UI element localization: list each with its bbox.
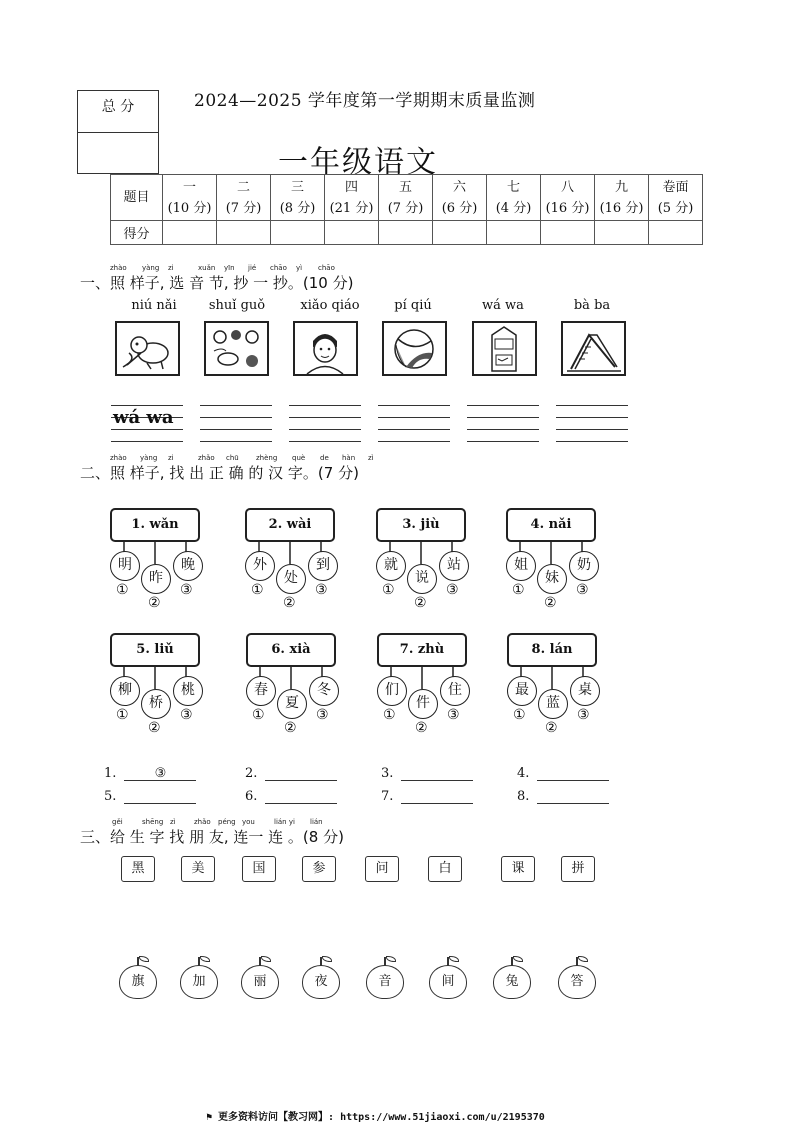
write-box[interactable] xyxy=(200,405,272,442)
fruit-icon xyxy=(206,323,267,374)
apple-label: 兔 xyxy=(493,965,531,999)
apple-leaf-icon xyxy=(261,956,271,962)
apple-label: 音 xyxy=(366,965,404,999)
apple-label: 间 xyxy=(429,965,467,999)
score-cell[interactable] xyxy=(541,221,595,245)
char-option[interactable]: 到 xyxy=(308,551,338,581)
char-card[interactable]: 黑 xyxy=(121,856,155,882)
option-mark: ② xyxy=(415,720,428,736)
apple-char[interactable] xyxy=(118,955,158,1001)
option-mark: ① xyxy=(251,582,264,598)
write-box[interactable] xyxy=(289,405,361,442)
apple-leaf-icon xyxy=(449,956,459,962)
char-option[interactable]: 外 xyxy=(245,551,275,581)
col-1: 一 (10 分) xyxy=(163,175,217,221)
score-cell[interactable] xyxy=(487,221,541,245)
ball-picture xyxy=(382,321,447,376)
char-option[interactable]: 春 xyxy=(246,676,276,706)
char-tree xyxy=(376,508,486,618)
apple-leaf-icon xyxy=(200,956,210,962)
option-mark: ① xyxy=(382,582,395,598)
char-card[interactable]: 问 xyxy=(365,856,399,882)
col-4: 四 (21 分) xyxy=(325,175,379,221)
answer-1[interactable]: 1. ③ xyxy=(104,766,196,781)
col-7: 七 (4 分) xyxy=(487,175,541,221)
score-table-head-row xyxy=(111,175,703,221)
option-mark: ① xyxy=(116,707,129,723)
char-card[interactable]: 白 xyxy=(428,856,462,882)
option-mark: ③ xyxy=(446,582,459,598)
char-tree xyxy=(506,508,616,618)
section1-pinyin: zhào yàng zi xuǎn yīn jié chāo yì chāo xyxy=(110,264,335,272)
tree-label: 5. liǔ xyxy=(110,633,200,667)
option-mark: ③ xyxy=(180,582,193,598)
col-10: 卷面 (5 分) xyxy=(649,175,703,221)
section3-title: 三、给 生 字 找 朋 友, 连一 连 。(8 分) xyxy=(80,828,344,846)
score-table-score-row xyxy=(111,221,703,245)
char-tree xyxy=(246,633,356,743)
tree-label: 8. lán xyxy=(507,633,597,667)
tree-label: 4. nǎi xyxy=(506,508,596,542)
score-cell[interactable] xyxy=(163,221,217,245)
answer-8[interactable]: 8. xyxy=(517,789,609,804)
char-card[interactable]: 国 xyxy=(242,856,276,882)
tree-label: 7. zhù xyxy=(377,633,467,667)
option-pinyin: bà ba xyxy=(573,298,611,313)
write-box[interactable] xyxy=(467,405,539,442)
char-option[interactable]: 昨 xyxy=(141,564,171,594)
char-option[interactable]: 冬 xyxy=(309,676,339,706)
apple-label: 答 xyxy=(558,965,596,999)
score-cell[interactable] xyxy=(217,221,271,245)
apple-label: 夜 xyxy=(302,965,340,999)
col-6: 六 (6 分) xyxy=(433,175,487,221)
row-head: 得分 xyxy=(111,221,163,245)
apple-char[interactable] xyxy=(428,955,468,1001)
char-option[interactable]: 站 xyxy=(439,551,469,581)
boy-icon xyxy=(295,323,356,374)
apple-char[interactable] xyxy=(492,955,532,1001)
option-mark: ② xyxy=(544,595,557,611)
milk-carton-icon xyxy=(474,323,535,374)
col-9: 九 (16 分) xyxy=(595,175,649,221)
char-option[interactable]: 桃 xyxy=(173,676,203,706)
milk-picture xyxy=(472,321,537,376)
apple-leaf-icon xyxy=(578,956,588,962)
option-mark: ② xyxy=(284,720,297,736)
answer-7[interactable]: 7. xyxy=(381,789,473,804)
option-mark: ① xyxy=(383,707,396,723)
apple-label: 旗 xyxy=(119,965,157,999)
col-5: 五 (7 分) xyxy=(379,175,433,221)
option-pinyin: niú nǎi xyxy=(131,298,177,313)
ball-icon xyxy=(384,323,445,374)
score-cell[interactable] xyxy=(433,221,487,245)
apple-char[interactable] xyxy=(301,955,341,1001)
score-table xyxy=(110,174,703,245)
example-pinyin: wá wa xyxy=(113,407,174,428)
char-option[interactable]: 件 xyxy=(408,689,438,719)
option-pinyin: wá wa xyxy=(482,298,524,313)
char-tree xyxy=(377,633,487,743)
option-mark: ① xyxy=(512,582,525,598)
char-card[interactable]: 课 xyxy=(501,856,535,882)
example-write-box xyxy=(111,405,183,442)
score-cell[interactable] xyxy=(379,221,433,245)
apple-char[interactable] xyxy=(557,955,597,1001)
char-option[interactable]: 住 xyxy=(440,676,470,706)
char-option[interactable]: 明 xyxy=(110,551,140,581)
option-mark: ② xyxy=(414,595,427,611)
tree-label: 2. wài xyxy=(245,508,335,542)
boy-picture xyxy=(293,321,358,376)
option-mark: ① xyxy=(252,707,265,723)
option-mark: ③ xyxy=(576,582,589,598)
apple-leaf-icon xyxy=(513,956,523,962)
char-option[interactable]: 桥 xyxy=(141,689,171,719)
char-tree xyxy=(110,508,220,618)
char-option[interactable]: 桌 xyxy=(570,676,600,706)
char-card[interactable]: 拼 xyxy=(561,856,595,882)
col-8: 八 (16 分) xyxy=(541,175,595,221)
apple-char[interactable] xyxy=(365,955,405,1001)
write-box[interactable] xyxy=(378,405,450,442)
score-cell[interactable] xyxy=(325,221,379,245)
char-option[interactable]: 处 xyxy=(276,564,306,594)
option-mark: ② xyxy=(148,595,161,611)
char-option[interactable]: 姐 xyxy=(506,551,536,581)
option-mark: ② xyxy=(148,720,161,736)
char-tree xyxy=(110,633,220,743)
cow-picture xyxy=(115,321,180,376)
section1-title: 一、照 样子, 选 音 节, 抄 一 抄。(10 分) xyxy=(80,274,354,292)
char-option[interactable]: 晚 xyxy=(173,551,203,581)
option-mark: ① xyxy=(513,707,526,723)
answer-3[interactable]: 3. xyxy=(381,766,473,781)
char-option[interactable]: 最 xyxy=(507,676,537,706)
col-2: 二 (7 分) xyxy=(217,175,271,221)
tree-label: 3. jiù xyxy=(376,508,466,542)
char-card[interactable]: 美 xyxy=(181,856,215,882)
answer-2[interactable]: 2. xyxy=(245,766,337,781)
char-option[interactable]: 蓝 xyxy=(538,689,568,719)
total-score-label: 总 分 xyxy=(78,91,158,133)
answer-6[interactable]: 6. xyxy=(245,789,337,804)
apple-char[interactable] xyxy=(179,955,219,1001)
apple-leaf-icon xyxy=(386,956,396,962)
option-mark: ① xyxy=(116,582,129,598)
char-option[interactable]: 夏 xyxy=(277,689,307,719)
slide-icon xyxy=(563,323,624,374)
option-mark: ② xyxy=(545,720,558,736)
option-mark: ③ xyxy=(447,707,460,723)
char-option[interactable]: 说 xyxy=(407,564,437,594)
apple-leaf-icon xyxy=(139,956,149,962)
section2-title: 二、照 样子, 找 出 正 确 的 汉 字。(7 分) xyxy=(80,464,359,482)
cow-icon xyxy=(117,323,178,374)
section2-pinyin: zhào yàng zi zhǎo chū zhèng què de hàn zì xyxy=(110,454,374,462)
write-box[interactable] xyxy=(556,405,628,442)
slide-picture xyxy=(561,321,626,376)
char-option[interactable]: 妹 xyxy=(537,564,567,594)
option-mark: ② xyxy=(283,595,296,611)
option-pinyin: shuǐ guǒ xyxy=(208,298,266,313)
apple-label: 丽 xyxy=(241,965,279,999)
char-card[interactable]: 参 xyxy=(302,856,336,882)
col-3: 三 (8 分) xyxy=(271,175,325,221)
footer-link[interactable]: ⚑ 更多资料访问【教习网】: https://www.51jiaoxi.com/u/2195370 xyxy=(206,1112,545,1123)
option-mark: ③ xyxy=(315,582,328,598)
answer-4[interactable]: 4. xyxy=(517,766,609,781)
apple-char[interactable] xyxy=(240,955,280,1001)
section3-pinyin: gěi shēng zì zhǎo péng you lián yi lián xyxy=(112,818,323,826)
score-cell[interactable] xyxy=(649,221,703,245)
apple-label: 加 xyxy=(180,965,218,999)
row-head: 题目 xyxy=(111,175,163,221)
score-cell[interactable] xyxy=(271,221,325,245)
tree-label: 6. xià xyxy=(246,633,336,667)
fruit-picture xyxy=(204,321,269,376)
option-pinyin: pí qiú xyxy=(394,298,432,313)
option-pinyin: xiǎo qiáo xyxy=(300,298,360,313)
subject-title: 一年级语文 xyxy=(278,145,438,180)
option-mark: ③ xyxy=(316,707,329,723)
char-option[interactable]: 们 xyxy=(377,676,407,706)
total-score-box xyxy=(77,90,159,174)
option-mark: ③ xyxy=(180,707,193,723)
char-option[interactable]: 奶 xyxy=(569,551,599,581)
char-option[interactable]: 柳 xyxy=(110,676,140,706)
exam-title: 2024—2025 学年度第一学期期末质量监测 xyxy=(194,91,536,111)
answer-5[interactable]: 5. xyxy=(104,789,196,804)
option-mark: ③ xyxy=(577,707,590,723)
score-cell[interactable] xyxy=(595,221,649,245)
apple-leaf-icon xyxy=(322,956,332,962)
char-option[interactable]: 就 xyxy=(376,551,406,581)
char-tree xyxy=(245,508,355,618)
char-tree xyxy=(507,633,617,743)
tree-label: 1. wǎn xyxy=(110,508,200,542)
